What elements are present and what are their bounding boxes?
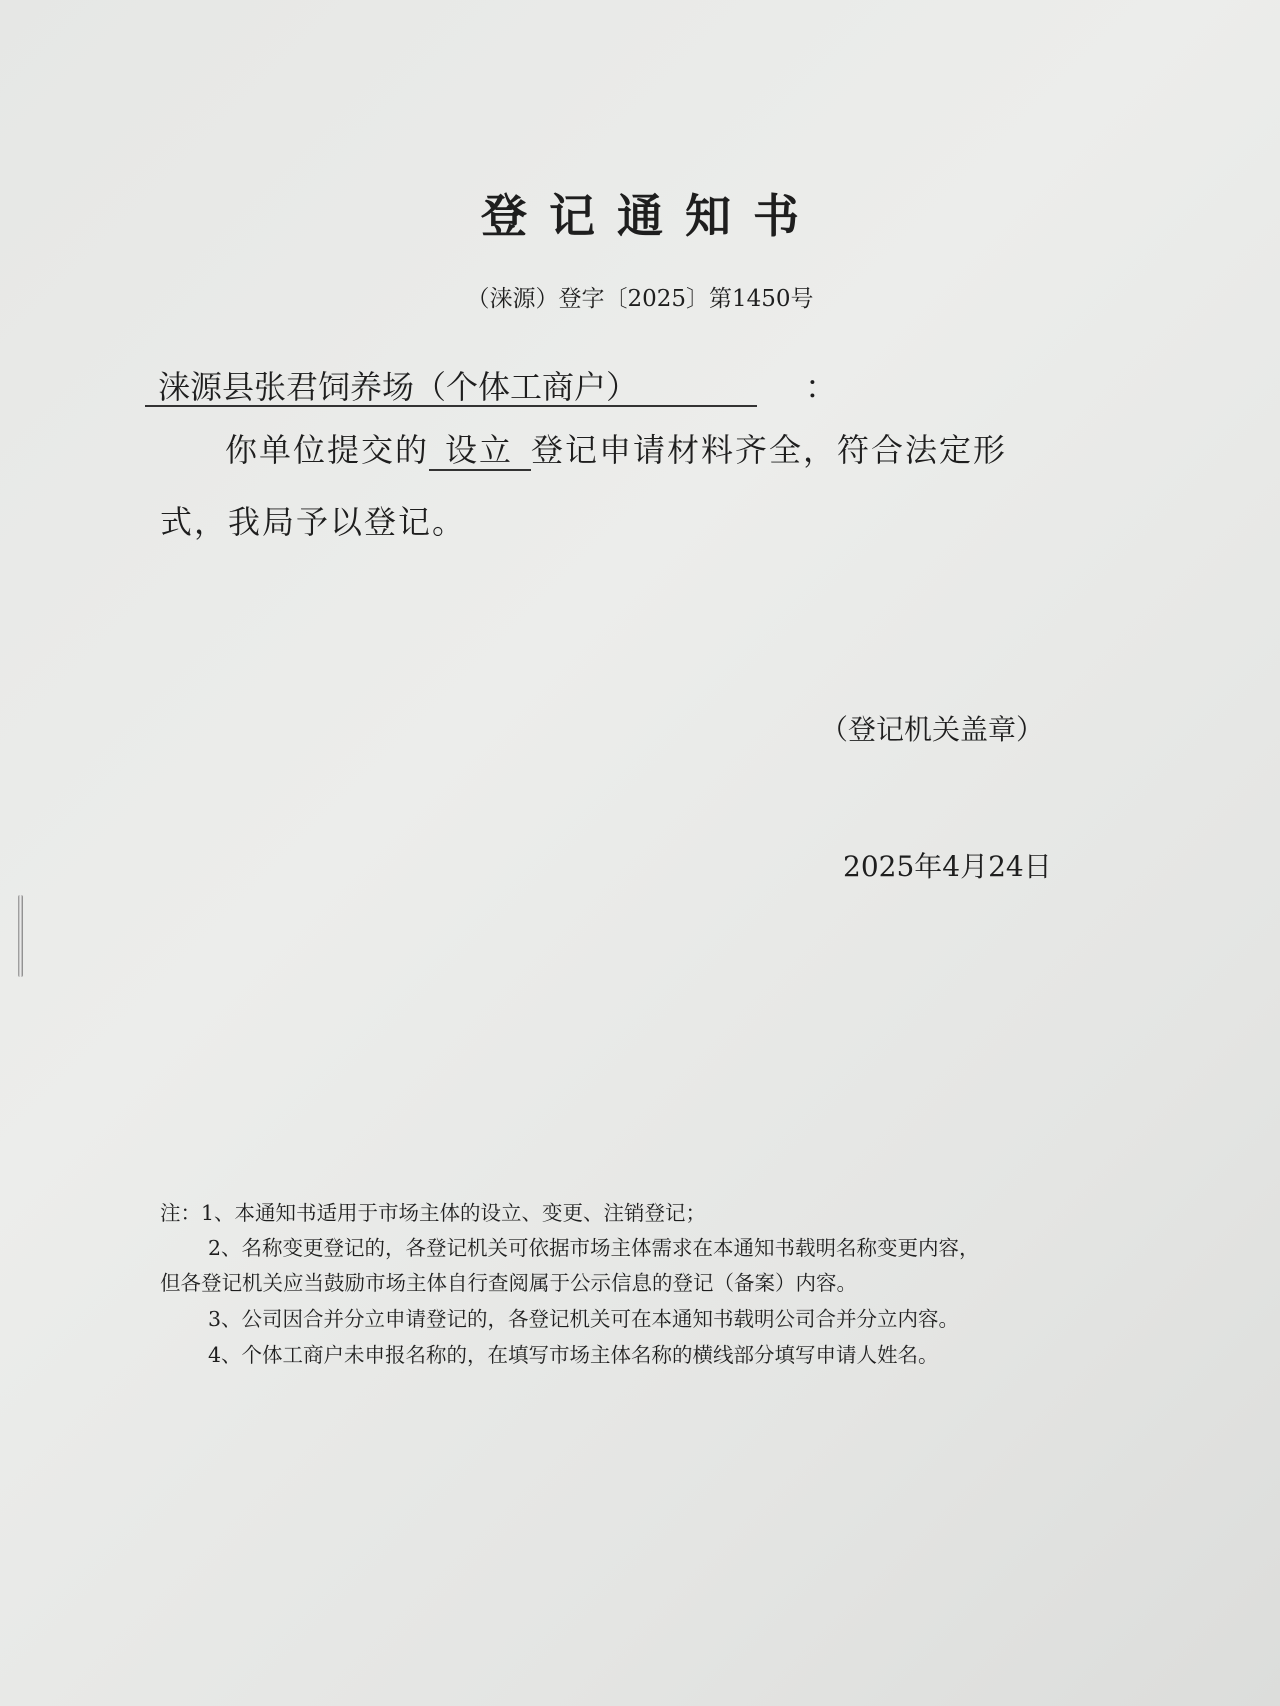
note-1: 注：1、本通知书适用于市场主体的设立、变更、注销登记； [160, 1201, 707, 1225]
registration-type: 设立 [429, 431, 531, 471]
document-title: 登记通知书 [481, 189, 821, 243]
note-3: 3、公司因合并分立申请登记的，各登记机关可在本通知书载明公司合并分立内容。 [208, 1307, 960, 1331]
seal-note: （登记机关盖章） [820, 713, 1045, 746]
body-line-2: 式，我局予以登记。 [160, 503, 467, 541]
issue-date: 2025年4月24日 [843, 850, 1052, 883]
body-line-1 [225, 425, 1007, 471]
body-prefix: 你单位提交的 [225, 431, 430, 469]
staple [18, 895, 23, 977]
document-number: （涞源）登字〔2025〕第1450号 [466, 286, 814, 312]
body-suffix: 登记申请材料齐全，符合法定形 [531, 431, 1008, 469]
note-4: 4、个体工商户未申报名称的，在填写市场主体名称的横线部分填写申请人姓名。 [208, 1343, 939, 1367]
addressee-underline [145, 405, 757, 407]
note-2-continued: 但各登记机关应当鼓励市场主体自行查阅属于公示信息的登记（备案）内容。 [160, 1271, 857, 1295]
addressee-colon: ： [805, 368, 838, 406]
addressee-name: 涞源县张君饲养场（个体工商户） [158, 368, 639, 406]
note-2: 2、名称变更登记的，各登记机关可依据市场主体需求在本通知书载明名称变更内容， [208, 1236, 980, 1260]
